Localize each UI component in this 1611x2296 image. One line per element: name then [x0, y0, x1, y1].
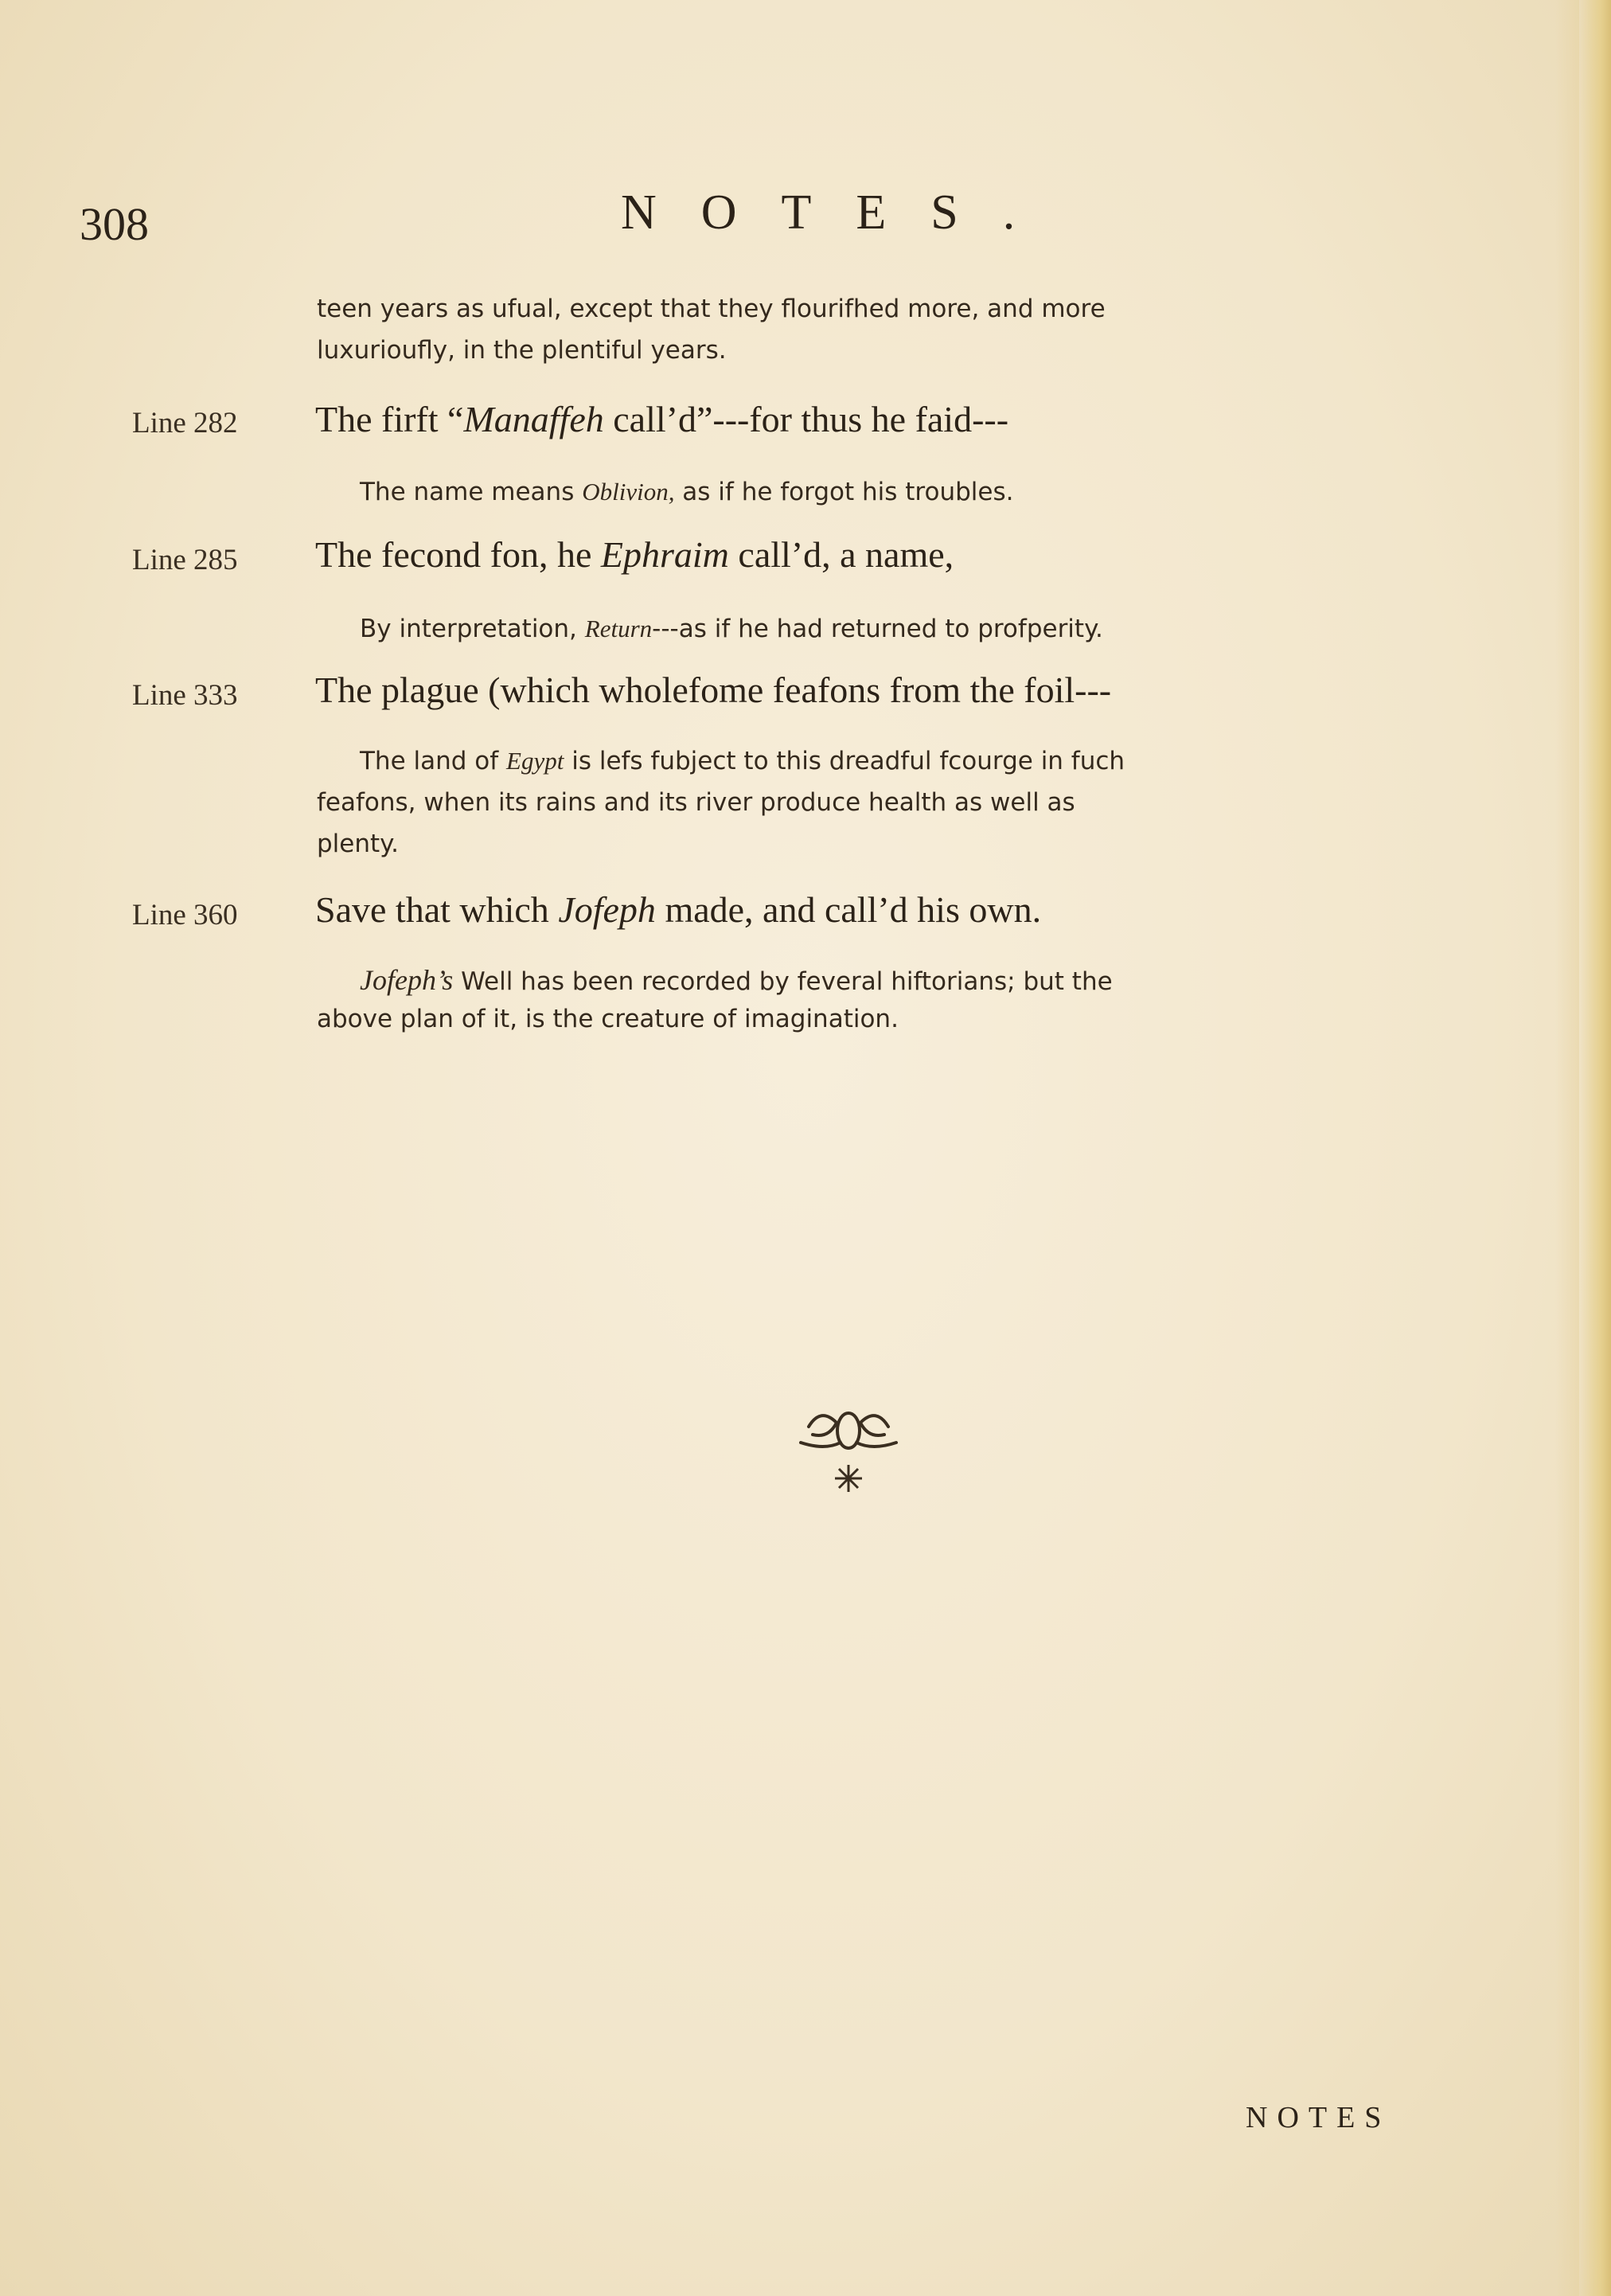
- continuation-line-1: teen years as ufual, except that they flourifhed more, and more: [317, 295, 1106, 323]
- gloss-italic: Jofeph’s: [360, 964, 454, 996]
- gloss-line: The land of Egypt is lefs fubject to this dreadful fcourge in fuch: [360, 747, 1125, 775]
- verse-line: The plague (which wholefome feafons from the foil---: [315, 670, 1112, 710]
- verse-line: The fecond fon, he Ephraim call’d, a name,: [315, 534, 954, 575]
- gloss-line: The name means Oblivion, as if he forgot his troubles.: [360, 478, 1014, 506]
- verse-italic: Jofeph: [558, 889, 656, 930]
- gloss-italic: Oblivion,: [582, 478, 675, 506]
- line-label: Line 282: [132, 407, 238, 439]
- tailpiece-ornament: [793, 1395, 904, 1498]
- gloss-line: Jofeph’s Well has been recorded by feveral hiftorians; but the: [360, 964, 1113, 996]
- verse-line: Save that which Jofeph made, and call’d his own.: [315, 889, 1042, 930]
- running-title: NOTES.: [621, 185, 1060, 240]
- gloss-italic: Return: [584, 615, 653, 642]
- gloss-line: By interpretation, Return---as if he had returned to profperity.: [360, 615, 1103, 643]
- gloss-italic: Egypt: [506, 747, 564, 775]
- page-number: 308: [80, 198, 149, 250]
- verse-italic: Manaffeh: [463, 399, 604, 439]
- line-label: Line 360: [132, 899, 238, 931]
- verse-italic: Ephraim: [600, 534, 729, 575]
- line-label: Line 333: [132, 679, 238, 712]
- page-edge: [1579, 0, 1611, 2296]
- continuation-line-2: luxurioufly, in the plentiful years.: [317, 336, 727, 365]
- page-edge-shadow: [1555, 0, 1579, 2296]
- gloss-line: above plan of it, is the creature of imagination.: [317, 1005, 899, 1033]
- verse-line: The firft “Manaffeh call’d”---for thus he faid---: [315, 399, 1009, 439]
- line-label: Line 285: [132, 544, 238, 576]
- catchword: NOTES: [1246, 2101, 1391, 2134]
- gloss-line: feafons, when its rains and its river produce health as well as: [317, 788, 1075, 817]
- gloss-line: plenty.: [317, 830, 399, 858]
